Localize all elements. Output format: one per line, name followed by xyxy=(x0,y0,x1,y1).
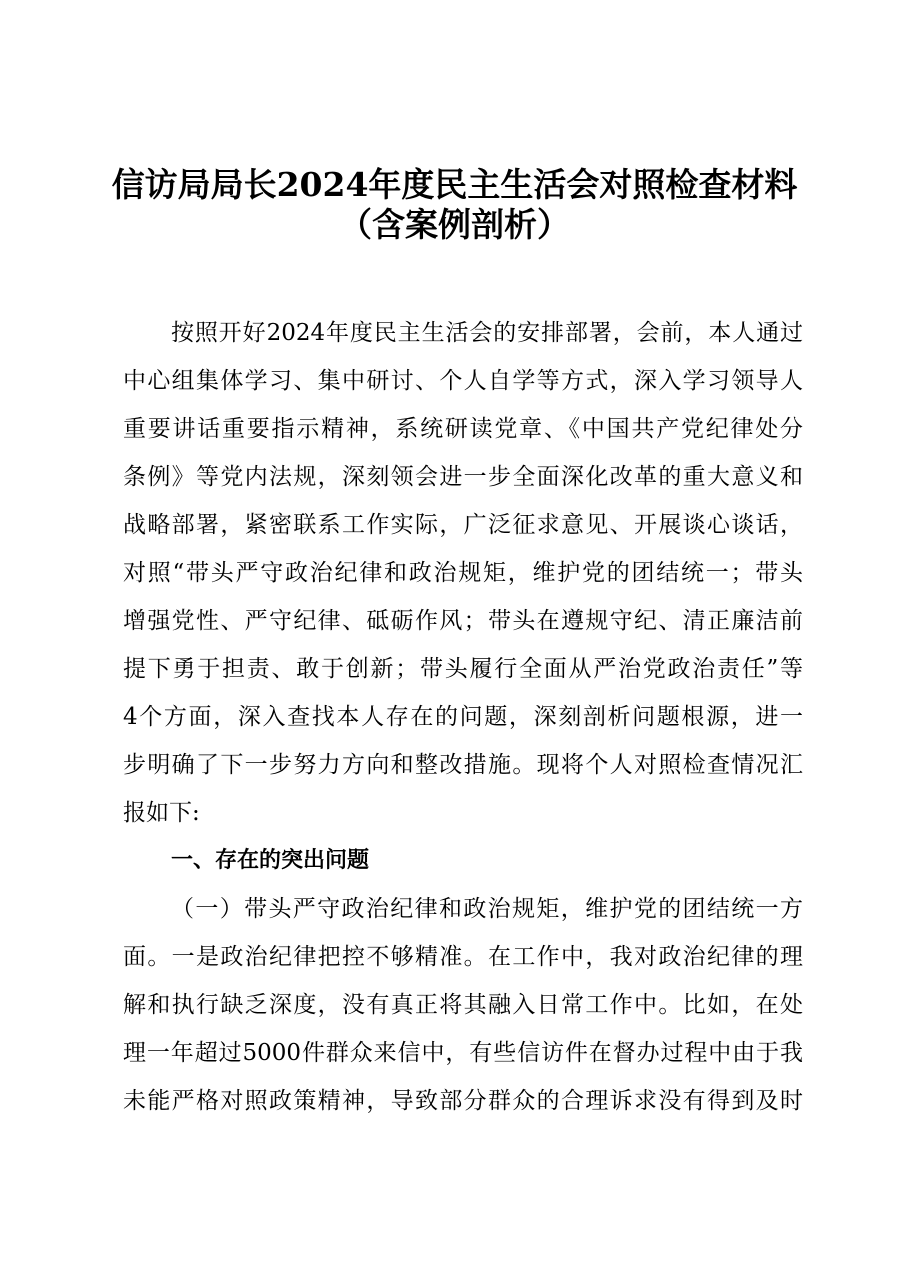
paragraph-line: 面。一是政治纪律把控不够精准。在工作中，我对政治纪律的理 xyxy=(123,944,803,970)
paragraph-line: 对照“带头严守政治纪律和政治规矩，维护党的团结统一；带头 xyxy=(123,560,803,586)
paragraph-line: 按照开好2024年度民主生活会的安排部署，会前，本人通过 xyxy=(171,320,803,346)
paragraph-line: 理一年超过5000件群众来信中，有些信访件在督办过程中由于我 xyxy=(123,1040,803,1066)
document-body xyxy=(123,309,803,1125)
paragraph-line: 增强党性、严守纪律、砥砺作风；带头在遵规守纪、清正廉洁前 xyxy=(123,608,803,634)
paragraph-line: 中心组集体学习、集中研讨、个人自学等方式，深入学习领导人 xyxy=(123,368,803,394)
paragraph-line: 4个方面，深入查找本人存在的问题，深刻剖析问题根源，进一 xyxy=(123,704,803,730)
paragraph-line: 未能严格对照政策精神，导致部分群众的合理诉求没有得到及时 xyxy=(123,1088,803,1114)
paragraph-line: 步明确了下一步努力方向和整改措施。现将个人对照检查情况汇 xyxy=(123,752,803,778)
paragraph-line: 解和执行缺乏深度，没有真正将其融入日常工作中。比如，在处 xyxy=(123,992,803,1018)
document-subtitle: （含案例剖析） xyxy=(339,205,570,244)
document-title: 信访局局长2024年度民主生活会对照检查材料 xyxy=(111,165,798,204)
section-heading: 一、存在的突出问题 xyxy=(171,848,370,873)
paragraph-line: 战略部署，紧密联系工作实际，广泛征求意见、开展谈心谈话， xyxy=(123,512,803,538)
paragraph-line: 重要讲话重要指示精神，系统研读党章、《中国共产党纪律处分 xyxy=(123,416,803,442)
paragraph-line: （一）带头严守政治纪律和政治规矩，维护党的团结统一方 xyxy=(171,896,803,922)
paragraph-line: 提下勇于担责、敢于创新；带头履行全面从严治党政治责任”等 xyxy=(123,656,803,682)
paragraph-line: 报如下: xyxy=(123,800,200,826)
paragraph-line: 条例》等党内法规，深刻领会进一步全面深化改革的重大意义和 xyxy=(123,464,803,490)
